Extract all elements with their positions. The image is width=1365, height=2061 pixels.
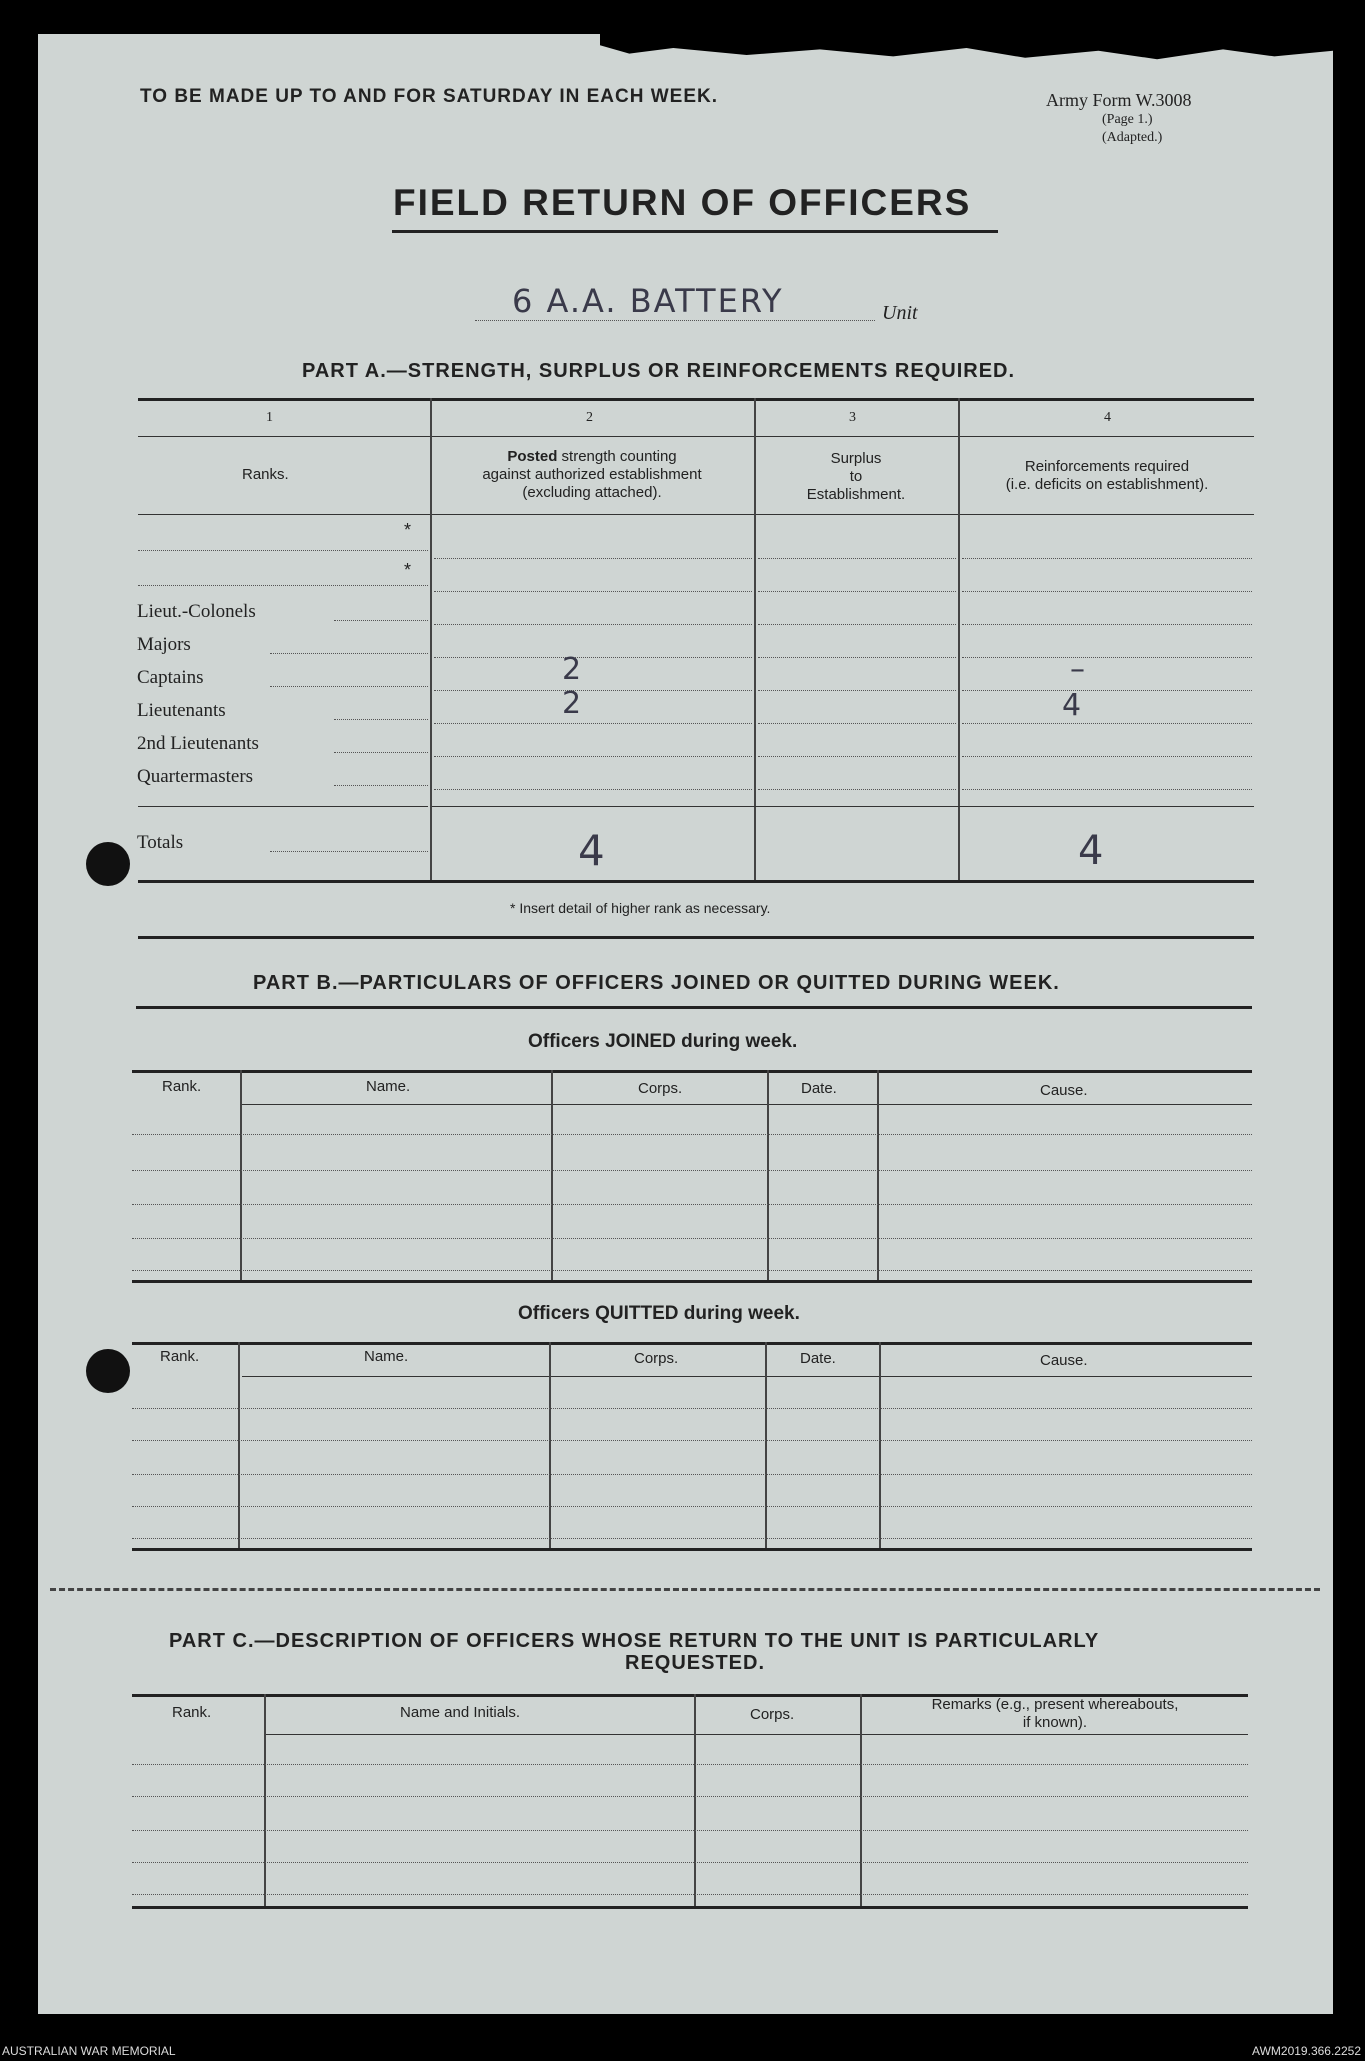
part-c-divider-1: [264, 1694, 266, 1908]
part-c-divider-2: [694, 1694, 696, 1908]
row-dots: [962, 657, 1252, 658]
footer-left: AUSTRALIAN WAR MEMORIAL: [2, 2044, 176, 2058]
col-number-1: 1: [266, 410, 273, 425]
part-c-row-dots: [132, 1862, 1248, 1863]
rank-captains: Captains: [137, 667, 204, 688]
joined-row-dots: [132, 1134, 1252, 1135]
archive-footer: [0, 2031, 1365, 2061]
part-a-bottom-rule: [138, 880, 1254, 883]
reinforcements-header-line2: (i.e. deficits on establishment).: [1005, 476, 1209, 493]
part-a-footnote: * Insert detail of higher rank as necessary.: [510, 900, 771, 916]
row-dots: [758, 723, 956, 724]
joined-row-dots: [132, 1238, 1252, 1239]
rank-lieut-colonels: Lieut.-Colonels: [137, 601, 256, 622]
posted-header-rest: strength counting: [561, 448, 677, 465]
row-dots: [758, 690, 956, 691]
quitted-heading: Officers QUITTED during week.: [518, 1303, 800, 1324]
col-number-rule: [138, 436, 1254, 437]
quitted-divider-4: [879, 1342, 881, 1548]
quitted-row-dots: [132, 1538, 1252, 1539]
unit-dotted-line: [475, 320, 875, 321]
row-dots: [434, 558, 752, 559]
reinforcements-header-line1: Reinforcements required: [1024, 458, 1190, 475]
rank-leader-dots: [270, 686, 428, 687]
part-c-col-rank: Rank.: [172, 1704, 212, 1721]
page-title: FIELD RETURN OF OFFICERS: [393, 182, 972, 223]
joined-divider-3: [767, 1070, 769, 1282]
part-c-divider-3: [860, 1694, 862, 1908]
col-number-3: 3: [849, 410, 856, 425]
row-dots: [434, 690, 752, 691]
quitted-col-date: Date.: [800, 1350, 836, 1367]
posted-header-line3: (excluding attached).: [522, 484, 662, 501]
joined-col-date: Date.: [801, 1080, 837, 1097]
quitted-divider-1: [238, 1342, 240, 1548]
asterisk-2: *: [404, 560, 412, 580]
unit-label: Unit: [882, 302, 918, 324]
quitted-header-rule: [242, 1376, 1252, 1377]
quitted-table-top: [132, 1342, 1252, 1345]
posted-header-line2: against authorized establishment: [482, 466, 702, 483]
row-dots: [434, 591, 752, 592]
joined-table-top: [132, 1070, 1252, 1073]
joined-row-dots: [132, 1170, 1252, 1171]
part-a-top-rule: [138, 398, 1254, 401]
part-a-heading: PART A.—STRENGTH, SURPLUS OR REINFORCEMENTS REQUIRED.: [302, 360, 1016, 382]
totals-leader-dots: [270, 851, 428, 852]
row-dots: [962, 558, 1252, 559]
part-a-divider-2: [754, 398, 756, 882]
part-c-table-bottom: [132, 1906, 1248, 1909]
blank-row-dots: [138, 585, 428, 586]
part-b-heading: PART B.—PARTICULARS OF OFFICERS JOINED OR QUITTED DURING WEEK.: [253, 972, 1060, 994]
row-dots: [962, 591, 1252, 592]
quitted-row-dots: [132, 1408, 1252, 1409]
posted-header: [432, 448, 752, 502]
joined-row-dots: [132, 1204, 1252, 1205]
surplus-header-line2: to: [849, 468, 863, 485]
quitted-row-dots: [132, 1506, 1252, 1507]
form-page: (Page 1.): [1102, 112, 1153, 127]
title-underline: [392, 230, 998, 233]
punch-hole-lower: [86, 1349, 130, 1393]
reinforcements-header: [960, 458, 1254, 494]
row-dots: [962, 756, 1252, 757]
part-b-top-rule: [136, 1006, 1252, 1009]
joined-row-dots: [132, 1270, 1252, 1271]
reinforcements-captains-value: –: [1070, 652, 1085, 687]
surplus-header: [756, 450, 956, 504]
row-dots: [434, 624, 752, 625]
rank-lieutenants: Lieutenants: [137, 700, 226, 721]
col-number-2: 2: [586, 410, 593, 425]
quitted-col-rank: Rank.: [160, 1348, 200, 1365]
quitted-col-corps: Corps.: [634, 1350, 679, 1367]
part-c-row-dots: [132, 1764, 1248, 1765]
perforation-line: [50, 1588, 1320, 1591]
header-bottom-rule: [138, 514, 1254, 515]
joined-col-name: Name.: [366, 1078, 411, 1095]
joined-divider-2: [551, 1070, 553, 1282]
part-c-remarks-line1: Remarks (e.g., present whereabouts,: [931, 1696, 1179, 1713]
quitted-table-bottom: [132, 1548, 1252, 1551]
surplus-header-line1: Surplus: [830, 450, 882, 467]
ranks-header: Ranks.: [242, 466, 289, 483]
row-dots: [962, 789, 1252, 790]
rank-leader-dots: [334, 620, 428, 621]
rank-majors: Majors: [137, 634, 191, 655]
part-c-heading-line2: REQUESTED.: [625, 1652, 766, 1674]
part-c-header-rule: [266, 1734, 1248, 1735]
part-c-heading-line1: PART C.—DESCRIPTION OF OFFICERS WHOSE RETURN TO THE UNIT IS PARTICULARLY: [169, 1630, 1100, 1652]
part-c-row-dots: [132, 1894, 1248, 1895]
row-dots: [758, 558, 956, 559]
part-c-row-dots: [132, 1796, 1248, 1797]
rank-leader-dots: [334, 752, 428, 753]
joined-table-bottom: [132, 1280, 1252, 1283]
joined-divider-4: [877, 1070, 879, 1282]
joined-heading: Officers JOINED during week.: [528, 1031, 798, 1052]
row-dots: [962, 723, 1252, 724]
quitted-col-cause: Cause.: [1040, 1352, 1088, 1369]
quitted-row-dots: [132, 1440, 1252, 1441]
rank-leader-dots: [270, 653, 428, 654]
footer-right: AWM2019.366.2252: [1252, 2044, 1361, 2058]
surplus-header-line3: Establishment.: [806, 486, 906, 503]
quitted-row-dots: [132, 1474, 1252, 1475]
row-dots: [434, 789, 752, 790]
asterisk-1: *: [404, 520, 412, 540]
part-a-divider-3: [958, 398, 960, 882]
totals-posted-value: 4: [578, 826, 605, 875]
blank-row-dots: [138, 550, 428, 551]
row-dots: [962, 690, 1252, 691]
part-c-row-dots: [132, 1830, 1248, 1831]
unit-value: 6 A.A. BATTERY: [512, 282, 784, 320]
reinforcements-lieutenants-value: 4: [1062, 688, 1082, 723]
punch-hole-upper: [86, 842, 130, 886]
row-dots: [758, 789, 956, 790]
part-c-col-name: Name and Initials.: [400, 1704, 521, 1721]
form-adapted: (Adapted.): [1102, 130, 1163, 145]
quitted-col-name: Name.: [364, 1348, 409, 1365]
rank-quartermasters: Quartermasters: [137, 766, 254, 787]
posted-header-bold: Posted: [507, 448, 558, 465]
rank-2nd-lieutenants: 2nd Lieutenants: [137, 733, 259, 754]
joined-col-rank: Rank.: [162, 1078, 202, 1095]
row-dots: [758, 591, 956, 592]
rank-leader-dots: [334, 719, 428, 720]
part-c-col-remarks: [862, 1696, 1248, 1732]
joined-col-cause: Cause.: [1040, 1082, 1088, 1099]
joined-header-rule: [242, 1104, 1252, 1105]
row-dots: [758, 624, 956, 625]
posted-captains-value: 2: [562, 652, 582, 687]
part-a-divider-1: [430, 398, 432, 882]
part-c-remarks-line2: if known).: [1022, 1714, 1088, 1731]
row-dots: [434, 657, 752, 658]
quitted-divider-3: [765, 1342, 767, 1548]
totals-label: Totals: [137, 832, 184, 853]
row-dots: [962, 624, 1252, 625]
part-a-end-rule: [138, 936, 1254, 939]
totals-rule: [138, 806, 428, 807]
rank-leader-dots: [334, 785, 428, 786]
row-dots: [434, 723, 752, 724]
joined-col-corps: Corps.: [638, 1080, 683, 1097]
totals-rule: [432, 806, 1254, 807]
form-number: Army Form W.3008: [1046, 90, 1192, 110]
quitted-divider-2: [549, 1342, 551, 1548]
row-dots: [434, 756, 752, 757]
col-number-4: 4: [1104, 410, 1111, 425]
joined-divider-1: [240, 1070, 242, 1282]
row-dots: [758, 657, 956, 658]
part-c-col-corps: Corps.: [750, 1706, 795, 1723]
totals-reinforcements-value: 4: [1078, 828, 1104, 874]
posted-lieutenants-value: 2: [562, 686, 582, 721]
row-dots: [758, 756, 956, 757]
week-instruction: TO BE MADE UP TO AND FOR SATURDAY IN EACH WEEK.: [140, 86, 718, 107]
